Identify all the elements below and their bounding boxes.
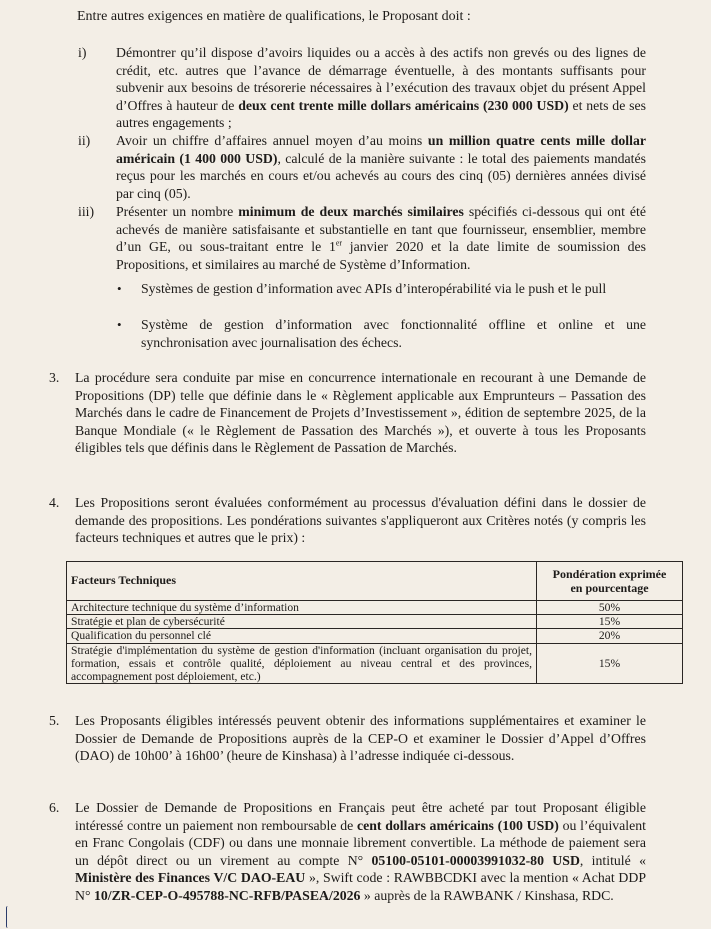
bullet-item-offline-sync: Système de gestion d’information avec fonctionnalité offline et online et une synchronisation avec journalisation des échecs. xyxy=(141,317,646,350)
section-number: 6. xyxy=(49,800,60,815)
section-number: 3. xyxy=(49,370,60,385)
account-number: 05100-05101-00003991032-80 USD xyxy=(371,852,580,868)
factor-cell: Stratégie d'implémentation du système de gestion d'information (incluant organisation du projet, formation, essais et contrôle qualité, déploiement au niveau central et des provinces, accompagnement post déploiement, etc.) xyxy=(67,643,537,684)
bullet-icon: • xyxy=(117,317,122,332)
weight-cell: 15% xyxy=(537,615,683,629)
section-procedure: La procédure sera conduite par mise en concurrence internationale en recourant à une Demande de Propositions (DP) telle que définie dans le « Règlement applicable aux Emprunteurs – Passation des Marchés dans le cadre de Financement de Projets d’Investissement », édition de septembre 2025, de la Banque Mondiale (« le Règlement de Passation des Marchés »), et ouverte à tous les Proposants éligibles tels que définis dans le Règlement de Passation de Marchés. xyxy=(75,370,646,456)
section-evaluation: Les Propositions seront évaluées conformément au processus d'évaluation défini dans le dossier de demande des propositions. Les pondérations suivantes s'appliqueront aux Critères notés (y compris les facteurs techniques et autres que le prix) : xyxy=(75,495,646,546)
weight-cell: 20% xyxy=(537,629,683,643)
requirement-turnover: Avoir un chiffre d’affaires annuel moyen d’au moins un million quatre cents mille dollar américain (1 400 000 USD), calculé de la manière suivante : le total des paiements mandatés reçus pour les marchés en cours et/ou achevés au cours des cinq (05) dernières années divisé par cinq (05). xyxy=(116,133,647,201)
section-information: Les Proposants éligibles intéressés peuvent obtenir des informations supplémentaires et examiner le Dossier de Demande de Propositions auprès de la CEP-O et examiner le Dossier d’Appel d’Offres (DAO) de 10h00’ à 16h00’ (heure de Kinshasa) à l’adresse indiquée ci-dessous. xyxy=(75,713,646,764)
weight-cell: 50% xyxy=(537,601,683,615)
purchase-price: cent dollars américains (100 USD) xyxy=(356,817,559,833)
table-row xyxy=(67,629,683,643)
table-row xyxy=(67,601,683,615)
factor-cell: Architecture technique du système d’information xyxy=(67,601,537,615)
header-weight: Pondération exprimée en pourcentage xyxy=(537,562,683,601)
qualification-intro: Entre autres exigences en matière de qualifications, le Proposant doit : xyxy=(77,9,471,24)
similar-contracts-minimum: minimum de deux marchés similaires xyxy=(238,204,464,219)
bullet-icon: • xyxy=(117,281,122,296)
criteria-table xyxy=(66,561,683,684)
bullet-item-apis: Systèmes de gestion d’information avec APIs d’interopérabilité via le push et le pull xyxy=(141,281,607,296)
header-factor: Facteurs Techniques xyxy=(67,562,537,601)
factor-cell: Qualification du personnel clé xyxy=(67,629,537,643)
table-row xyxy=(67,615,683,629)
weight-cell: 15% xyxy=(537,643,683,684)
section-purchase: Le Dossier de Demande de Propositions en Français peut être acheté par tout Proposant éligible intéressé contre un paiement non remboursable de cent dollars américains (100 USD) ou l’équivalent en Franc Congolais (CDF) ou dans une monnaie librement convertible. La méthode de paiement sera un dépôt direct ou un virement au compte N° 05100-05101-00003991032-80 USD, intitulé « Ministère des Finances V/C DAO-EAU », Swift code : RAWBBCDKI avec la mention « Achat DDP N° 10/ZR-CEP-O-495788-NC-RFB/PASEA/2026 » auprès de la RAWBANK / Kinshasa, RDC. xyxy=(75,800,646,903)
ddp-reference: 10/ZR-CEP-O-495788-NC-RFB/PASEA/2026 xyxy=(93,887,361,903)
margin-ink-mark xyxy=(6,906,10,928)
turnover-amount: un million quatre cents mille dollar américain (1 400 000 USD) xyxy=(116,133,647,166)
requirement-similar-contracts: Présenter un nombre minimum de deux marchés similaires spécifiés ci-dessous qui ont été achevés de manière satisfaisante et substantielle en tant que fournisseur, ensemblier, membre d’un GE, ou sous-traitant entre le 1er janvier 2020 et la date limite de soumission des Propositions, et similaires au marché de Système d’Information. xyxy=(116,204,646,272)
table-row xyxy=(67,643,683,684)
requirement-marker: iii) xyxy=(78,204,95,219)
account-title: Ministère des Finances V/C DAO-EAU xyxy=(75,870,306,886)
section-number: 4. xyxy=(49,495,60,510)
requirement-marker: i) xyxy=(78,45,87,60)
factor-cell: Stratégie et plan de cybersécurité xyxy=(67,615,537,629)
requirement-marker: ii) xyxy=(78,133,91,148)
section-number: 5. xyxy=(49,713,60,728)
requirement-liquidity: Démontrer qu’il dispose d’avoirs liquides ou a accès à des actifs non grevés ou des lignes de crédit, etc. autres que l’avance de démarrage éventuelle, à des montants suffisants pour subvenir aux besoins de trésorerie nécessaires à l’exécution des travaux objet du présent Appel d’Offres à hauteur de deux cent trente mille dollars américains (230 000 USD) et nets de ses autres engagements ; xyxy=(116,45,646,131)
table-header-row xyxy=(67,562,683,601)
liquidity-amount: deux cent trente mille dollars américains (230 000 USD) xyxy=(238,97,569,113)
